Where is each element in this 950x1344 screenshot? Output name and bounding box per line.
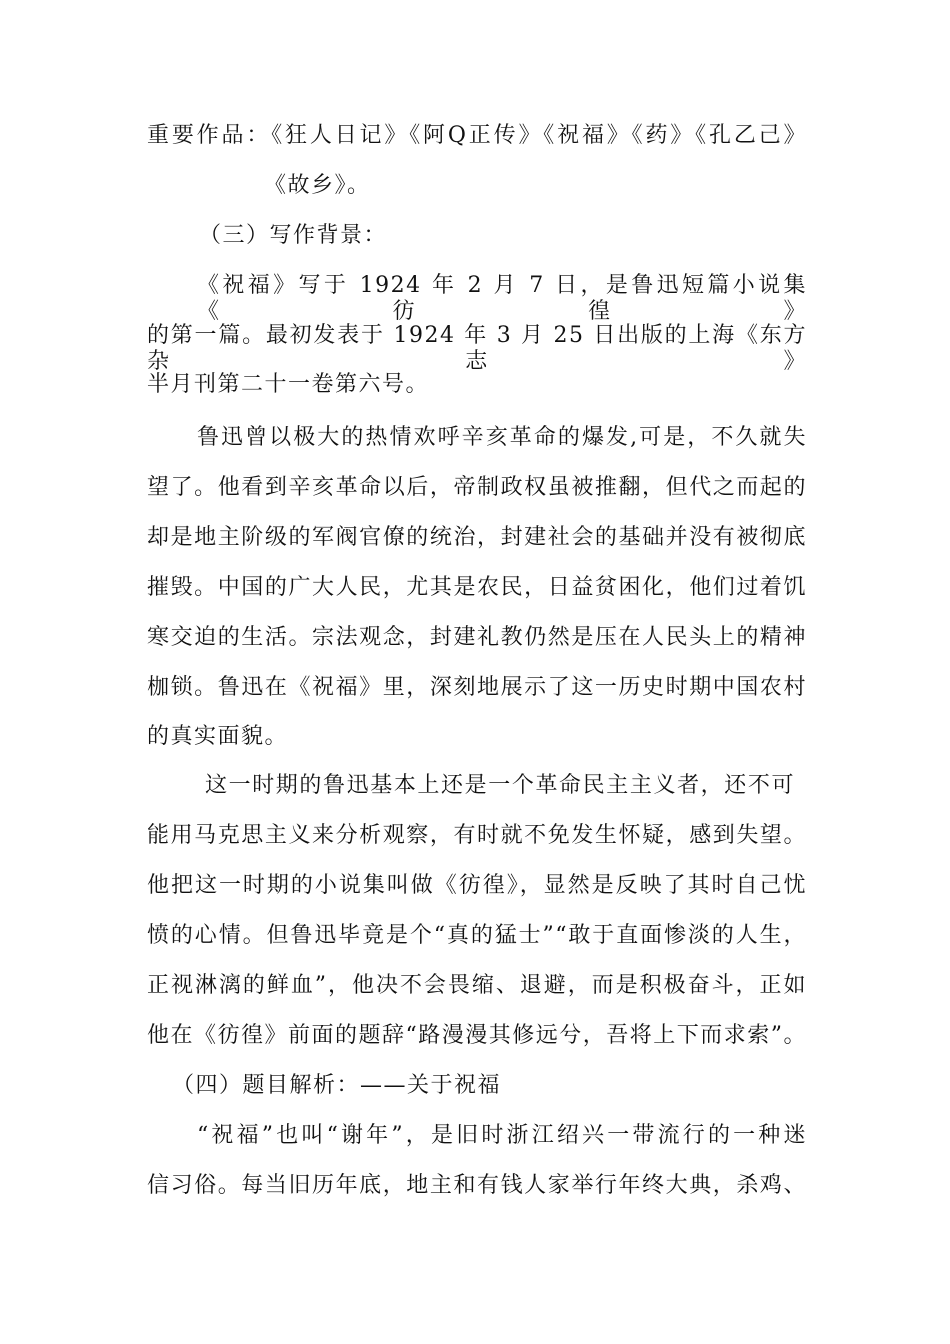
section-heading-background: （三）写作背景：	[199, 223, 388, 248]
paragraph-line: 他在《彷徨》前面的题辞“路漫漫其修远兮，吾将上下而求索”。	[147, 1023, 807, 1048]
paragraph-line: 却是地主阶级的军阀官僚的统治，封建社会的基础并没有被彻底	[147, 525, 807, 550]
works-line-continued: 《故乡》。	[264, 173, 371, 198]
paragraph-line: 的真实面貌。	[147, 724, 289, 749]
paragraph-line: “祝福”也叫“谢年”，是旧时浙江绍兴一带流行的一种迷	[197, 1123, 807, 1148]
paragraph-line: 寒交迫的生活。宗法观念，封建礼教仍然是压在人民头上的精神	[147, 625, 807, 650]
paragraph-line: 正视淋漓的鲜血”，他决不会畏缩、退避，而是积极奋斗，正如	[147, 973, 807, 998]
paragraph-line: 他把这一时期的小说集叫做《彷徨》，显然是反映了其时自己忧	[147, 873, 807, 898]
paragraph-line: 望了。他看到辛亥革命以后，帝制政权虽被推翻，但代之而起的	[147, 475, 807, 500]
section-heading-title-analysis: （四）题目解析：——关于祝福	[172, 1073, 502, 1098]
works-line: 重要作品：《狂人日记》《阿Q正传》《祝福》《药》《孔乙己》	[147, 123, 807, 148]
paragraph-line: 的第一篇。最初发表于 1924 年 3 月 25 日出版的上海《东方杂志》	[147, 323, 807, 374]
paragraph-line: 信习俗。每当旧历年底，地主和有钱人家举行年终大典，杀鸡、	[147, 1173, 807, 1198]
paragraph-line: 愤的心情。但鲁迅毕竟是个“真的猛士”“敢于直面惨淡的人生，	[147, 923, 807, 948]
paragraph-line: 鲁迅曾以极大的热情欢呼辛亥革命的爆发,可是，不久就失	[197, 425, 807, 450]
paragraph-line: 这一时期的鲁迅基本上还是一个革命民主主义者，还不可	[205, 773, 795, 798]
paragraph-line: 能用马克思主义来分析观察，有时就不免发生怀疑，感到失望。	[147, 823, 807, 848]
paragraph-line: 摧毁。中国的广大人民，尤其是农民，日益贫困化，他们过着饥	[147, 575, 807, 600]
paragraph-line: 《祝福》写于 1924 年 2 月 7 日，是鲁迅短篇小说集《彷徨》	[197, 273, 807, 324]
paragraph-line: 枷锁。鲁迅在《祝福》里，深刻地展示了这一历史时期中国农村	[147, 675, 807, 700]
paragraph-line: 半月刊第二十一卷第六号。	[147, 372, 430, 397]
